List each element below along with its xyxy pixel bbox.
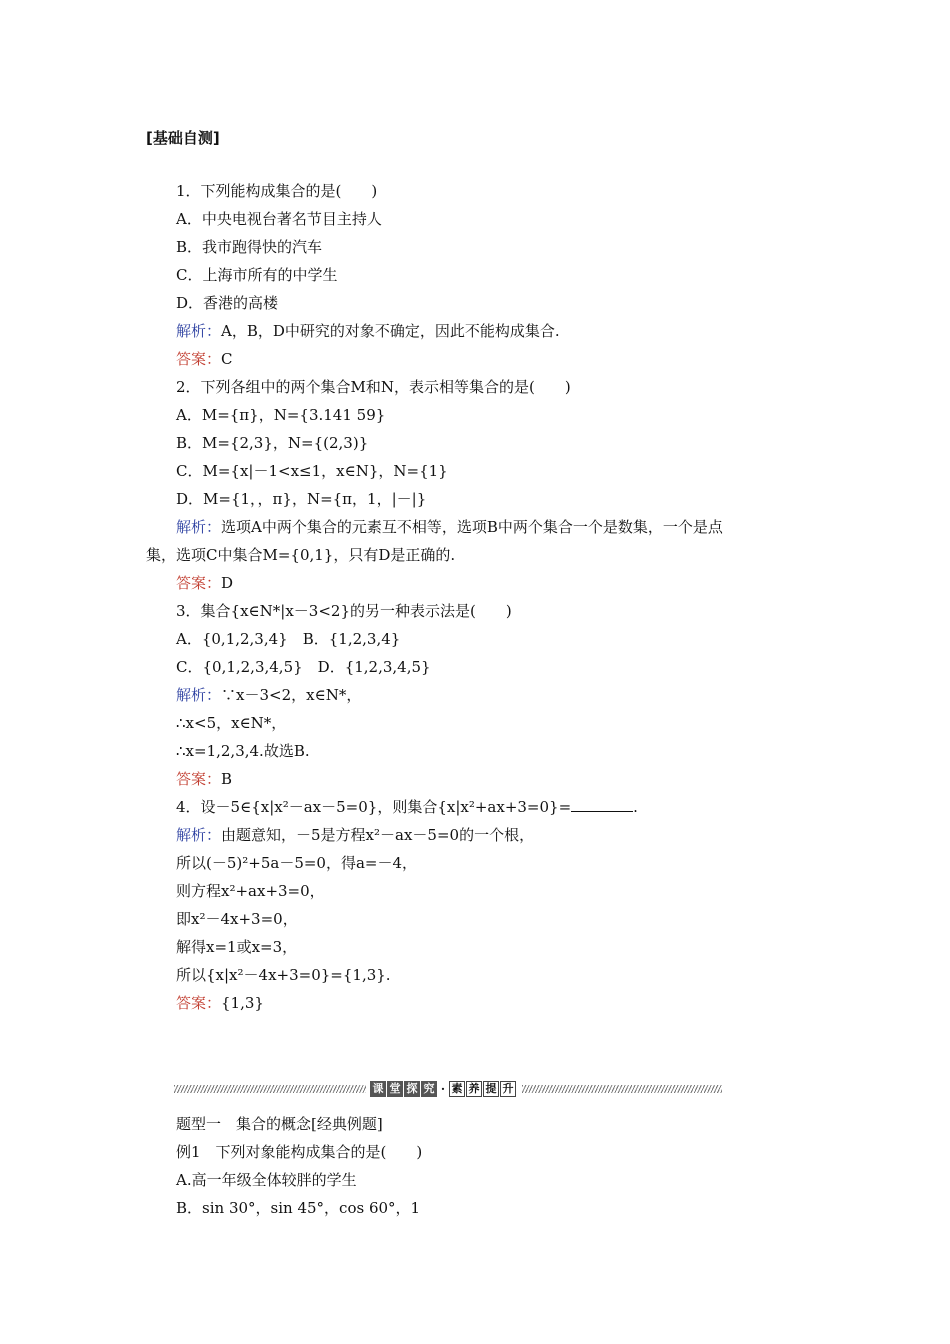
q3-options-ab: A．{0,1,2,3,4} B．{1,2,3,4}	[176, 630, 401, 648]
answer-label: 答案：	[176, 994, 222, 1012]
q4-analysis-line-2: 所以(－5)²+5a－5=0，得a=－4，	[176, 854, 418, 872]
banner-hatch-left	[174, 1085, 366, 1093]
answer-label: 答案：	[176, 350, 222, 368]
q4-stem-text: 4．设－5∈{x|x²－ax－5=0}，则集合{x|x²+ax+3=0}=	[176, 798, 572, 816]
example-option-a: A.高一年级全体较胖的学生	[176, 1171, 357, 1189]
q3-stem: 3．集合{x∈N*|x－3<2}的另一种表示法是( )	[176, 602, 512, 620]
q4-stem-end: .	[633, 798, 638, 816]
q2-answer-value: D	[221, 574, 234, 592]
banner-char: 究	[421, 1081, 437, 1097]
answer-label: 答案：	[176, 770, 222, 788]
banner-char: 养	[466, 1081, 482, 1097]
q2-option-a: A．M={π}，N={3.141 59}	[176, 406, 386, 424]
answer-blank	[571, 797, 633, 812]
q1-analysis-text: A，B，D中研究的对象不确定，因此不能构成集合.	[221, 322, 560, 340]
banner-char: 堂	[387, 1081, 403, 1097]
q3-analysis-line-2: ∴x<5，x∈N*，	[176, 714, 287, 732]
q4-analysis-line-6: 所以{x|x²－4x+3=0}={1,3}.	[176, 966, 391, 984]
q1-option-c: C．上海市所有的中学生	[176, 266, 338, 284]
example-option-b: B．sin 30°，sin 45°，cos 60°，1	[176, 1199, 421, 1217]
analysis-label: 解析：	[176, 686, 222, 704]
q3-analysis-line-3: ∴x=1,2,3,4.故选B.	[176, 742, 310, 760]
q2-stem: 2．下列各组中的两个集合M和N，表示相等集合的是( )	[176, 378, 571, 396]
q3-answer	[176, 769, 232, 789]
q4-stem	[176, 797, 638, 817]
q3-answer-value: B	[221, 770, 233, 788]
banner-hatch-right	[522, 1085, 722, 1093]
q2-answer	[176, 573, 233, 593]
banner-separator: ·	[440, 1082, 446, 1096]
analysis-label: 解析：	[176, 518, 222, 536]
q2-analysis	[176, 517, 723, 537]
answer-label: 答案：	[176, 574, 222, 592]
q4-analysis-line-3: 则方程x²+ax+3=0，	[176, 882, 325, 900]
banner-char: 升	[500, 1081, 516, 1097]
q4-answer-value: {1,3}	[221, 994, 264, 1012]
q3-analysis	[176, 685, 361, 705]
q1-answer	[176, 349, 233, 369]
example-stem: 例1 下列对象能构成集合的是( )	[176, 1143, 423, 1161]
section-banner	[174, 1080, 722, 1098]
example-type-line: 题型一 集合的概念[经典例题]	[176, 1115, 383, 1133]
q4-analysis-line-4: 即x²－4x+3=0，	[176, 910, 298, 928]
banner-char: 素	[449, 1081, 465, 1097]
q4-analysis-line-1: 由题意知，－5是方程x²－ax－5=0的一个根，	[221, 826, 535, 844]
q4-analysis-line-5: 解得x=1或x=3，	[176, 938, 298, 956]
banner-char: 探	[404, 1081, 420, 1097]
q2-option-b: B．M={2,3}，N={(2,3)}	[176, 434, 369, 452]
q2-option-d: D．M={1，，π}，N={π，1，|－|}	[176, 490, 427, 508]
q3-analysis-line-1: ∵x－3<2，x∈N*，	[221, 686, 362, 704]
q2-analysis-text-2: 集，选项C中集合M={0,1}，只有D是正确的.	[146, 546, 456, 564]
q4-answer	[176, 993, 264, 1013]
q1-option-b: B．我市跑得快的汽车	[176, 238, 323, 256]
banner-char: 提	[483, 1081, 499, 1097]
q2-analysis-text-1: 选项A中两个集合的元素互不相等，选项B中两个集合一个是数集，一个是点	[221, 518, 723, 536]
banner-badge-right	[449, 1080, 517, 1098]
section-title: [基础自测]	[146, 129, 220, 147]
q4-analysis	[176, 825, 534, 845]
q3-options-cd: C．{0,1,2,3,4,5} D．{1,2,3,4,5}	[176, 658, 431, 676]
banner-badge-left	[370, 1080, 438, 1098]
q1-option-d: D．香港的高楼	[176, 294, 279, 312]
q1-analysis	[176, 321, 560, 341]
banner-char: 课	[370, 1081, 386, 1097]
q1-option-a: A．中央电视台著名节目主持人	[176, 210, 382, 228]
q1-stem: 1．下列能构成集合的是( )	[176, 182, 378, 200]
q1-answer-value: C	[221, 350, 233, 368]
analysis-label: 解析：	[176, 322, 222, 340]
q2-option-c: C．M={x|－1<x≤1，x∈N}，N={1}	[176, 462, 448, 480]
analysis-label: 解析：	[176, 826, 222, 844]
